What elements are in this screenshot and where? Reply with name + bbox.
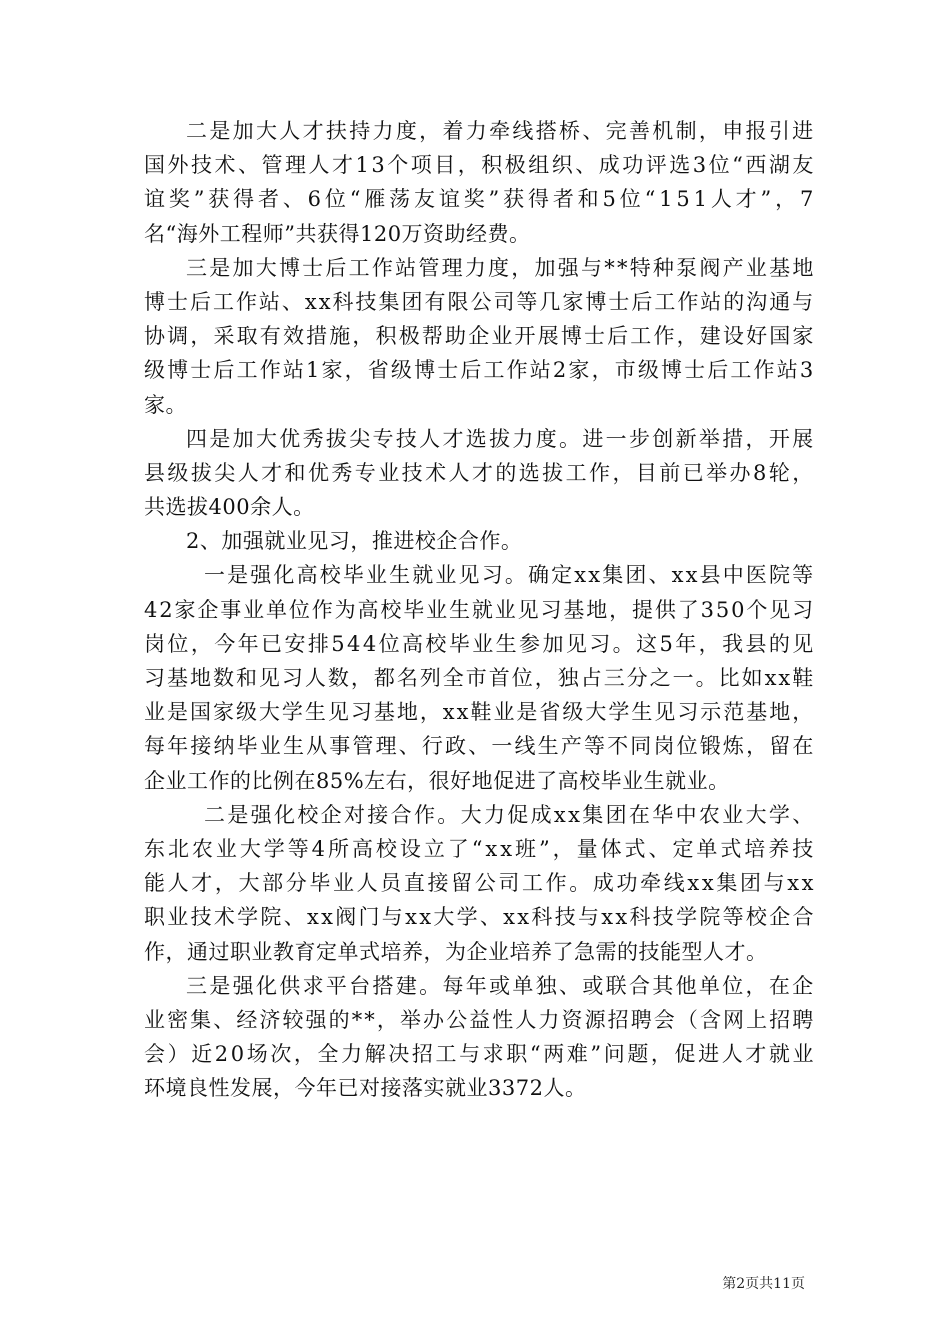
text-line: 企业工作的比例在85%左右，很好地促进了高校毕业生就业。 [144, 768, 730, 793]
paragraph [144, 251, 814, 422]
text-line: 岗 位 ， 今 年 已 安 排 5 4 4 位 高 校 毕 业 生 参 加 见 习 。 这 5 年 ， 我 县 的 见 [144, 631, 814, 656]
text-line: 二 是 强 化 校 企 对 接 合 作 。 大 力 促 成 x x 集 团 在 华 中 农 业 大 学 、 [204, 802, 814, 827]
paragraph [144, 969, 814, 1106]
text-line: 县 级 拔 尖 人 才 和 优 秀 专 业 技 术 人 才 的 选 拔 工 作 ， 目 前 已 举 办 8 轮 ， [144, 460, 814, 485]
paragraph [144, 114, 814, 251]
text-line: 协 调 ， 采 取 有 效 措 施 ， 积 极 帮 助 企 业 开 展 博 士 后 工 作 ， 建 设 好 国 家 [144, 324, 814, 349]
text-line: 名“海外工程师”共获得120万资助经费。 [144, 221, 531, 246]
text-line: 博 士 后 工 作 站 、 x x 科 技 集 团 有 限 公 司 等 几 家 博 士 后 工 作 站 的 沟 通 与 [144, 289, 814, 314]
text-line: 国 外 技 术 、 管 理 人 才 1 3 个 项 目 ， 积 极 组 织 、 成 功 评 选 3 位 “ 西 湖 友 [144, 153, 814, 178]
paragraph [144, 558, 814, 797]
text-line: 四 是 加 大 优 秀 拔 尖 专 技 人 才 选 拔 力 度 。 进 一 步 创 新 举 措 ， 开 展 [186, 426, 814, 451]
paragraph [144, 422, 814, 525]
text-line: 环境良性发展，今年已对接落实就业3372人。 [144, 1076, 587, 1101]
paragraph [144, 798, 814, 969]
text-line: 4 2 家 企 事 业 单 位 作 为 高 校 毕 业 生 就 业 见 习 基 地 ， 提 供 了 3 5 0 个 见 习 [144, 597, 814, 622]
text-line: 东 北 农 业 大 学 等 4 所 高 校 设 立 了 “ x x 班 ” ， 量 体 式 、 定 单 式 培 养 技 [144, 836, 814, 861]
text-line: 三 是 强 化 供 求 平 台 搭 建 。 每 年 或 单 独 、 或 联 合 其 他 单 位 ， 在 企 [186, 973, 814, 998]
text-line: 级 博 士 后 工 作 站 1 家 ， 省 级 博 士 后 工 作 站 2 家 ， 市 级 博 士 后 工 作 站 3 [144, 358, 814, 383]
text-line: 作，通过职业教育定单式培养，为企业培养了急需的技能型人才。 [144, 939, 768, 964]
text-line: 三 是 加 大 博 士 后 工 作 站 管 理 力 度 ， 加 强 与 * * 特 种 泵 阀 产 业 基 地 [186, 255, 814, 280]
section-heading [144, 524, 814, 558]
text-line: 会 ） 近 2 0 场 次 ， 全 力 解 决 招 工 与 求 职 “ 两 难 ” 问 题 ， 促 进 人 才 就 业 [144, 1042, 814, 1067]
text-line: 谊 奖 ” 获 得 者 、 6 位 “ 雁 荡 友 谊 奖 ” 获 得 者 和 5 位 “ 1 5 1 人 才 ” ， 7 [144, 187, 814, 212]
text-line: 习 基 地 数 和 见 习 人 数 ， 都 名 列 全 市 首 位 ， 独 占 三 分 之 一 。 比 如 x x 鞋 [144, 666, 814, 690]
page-number: 第2页共11页 [722, 1276, 805, 1292]
text-line: 共选拔400余人。 [144, 495, 315, 520]
text-line: 职 业 技 术 学 院 、 x x 阀 门 与 x x 大 学 、 x x 科 技 与 x x 科 技 学 院 等 校 企 合 [144, 905, 814, 930]
text-line: 业 是 国 家 级 大 学 生 见 习 基 地 ， x x 鞋 业 是 省 级 大 学 生 见 习 示 范 基 地 ， [144, 700, 814, 725]
text-line: 二 是 加 大 人 才 扶 持 力 度 ， 着 力 牵 线 搭 桥 、 完 善 机 制 ， 申 报 引 进 [186, 119, 814, 143]
text-line: 一 是 强 化 高 校 毕 业 生 就 业 见 习 。 确 定 x x 集 团 、 x x 县 中 医 院 等 [204, 563, 814, 588]
text-line: 家。 [144, 392, 187, 417]
document-body [144, 114, 814, 1105]
text-line: 2、加强就业见习，推进校企合作。 [186, 529, 523, 554]
text-line: 每 年 接 纳 毕 业 生 从 事 管 理 、 行 政 、 一 线 生 产 等 不 同 岗 位 锻 炼 ， 留 在 [144, 734, 814, 759]
text-line: 业 密 集 、 经 济 较 强 的 * * ， 举 办 公 益 性 人 力 资 源 招 聘 会 （ 含 网 上 招 聘 [144, 1007, 814, 1032]
text-line: 能 人 才 ， 大 部 分 毕 业 人 员 直 接 留 公 司 工 作 。 成 功 牵 线 x x 集 团 与 x x [144, 871, 814, 896]
